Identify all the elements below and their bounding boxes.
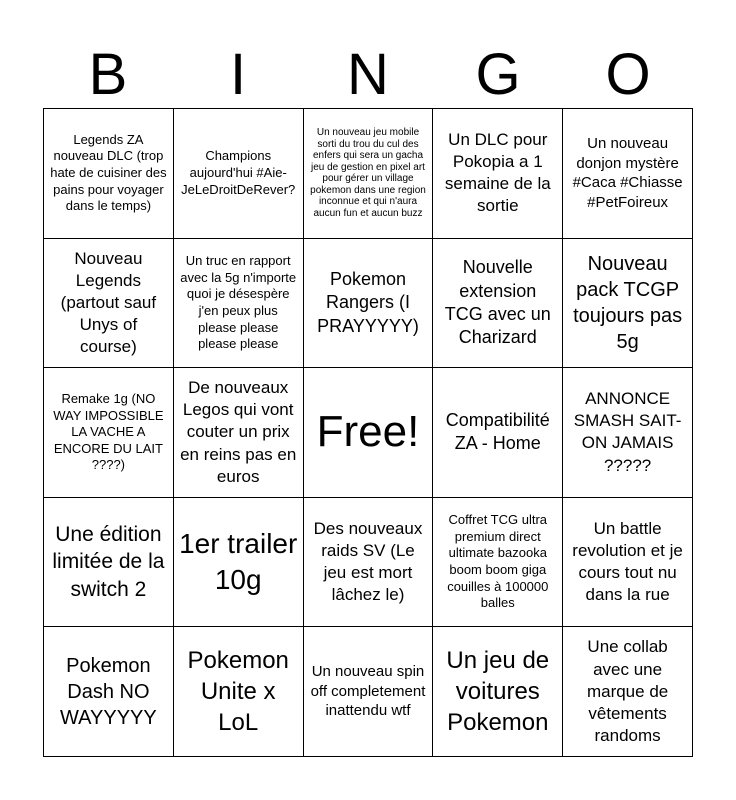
bingo-cell[interactable] xyxy=(433,498,563,628)
title-letter-o: O xyxy=(605,42,651,107)
cell-text: Un battle revolution et je cours tout nu dans la rue xyxy=(572,518,683,605)
bingo-cell[interactable] xyxy=(563,239,693,369)
bingo-cell[interactable] xyxy=(174,627,304,757)
title-letter-b: B xyxy=(88,42,128,107)
bingo-cell[interactable] xyxy=(433,109,563,239)
bingo-cell[interactable] xyxy=(304,627,434,757)
bingo-cell[interactable] xyxy=(563,498,693,628)
title-letter-i: I xyxy=(229,42,247,107)
cell-text: Nouveau pack TCGP toujours pas 5g xyxy=(573,252,683,353)
bingo-cell[interactable] xyxy=(304,109,434,239)
bingo-cell[interactable] xyxy=(433,368,563,498)
cell-text: Des nouveaux raids SV (Le jeu est mort lâchez le) xyxy=(313,518,423,605)
cell-text: Nouvelle extension TCG avec un Charizard xyxy=(444,257,551,348)
free-text: Free! xyxy=(316,407,420,457)
bingo-cell[interactable] xyxy=(44,109,174,239)
cell-text: Un nouveau jeu mobile sorti du trou du cul des enfers qui sera un gacha jeu de gestion en pixel art pour gérer un village pokemon dans une region inconnue et qui n'aura aucun fun et aucun buzz xyxy=(310,127,426,219)
bingo-cell[interactable] xyxy=(433,239,563,369)
cell-text: Coffret TCG ultra premium direct ultimate bazooka boom boom giga couilles à 100000 balles xyxy=(447,512,549,611)
bingo-cell[interactable] xyxy=(563,627,693,757)
cell-text: Remake 1g (NO WAY IMPOSSIBLE LA VACHE A ENCORE DU LAIT ????) xyxy=(53,390,164,473)
bingo-cell[interactable] xyxy=(433,627,563,757)
bingo-cell[interactable] xyxy=(44,627,174,757)
cell-text: Un truc en rapport avec la 5g n'importe quoi je désespère j'en peux plus please please please please xyxy=(180,253,297,352)
cell-text: ANNONCE SMASH SAIT-ON JAMAIS ????? xyxy=(573,389,682,475)
cell-text: Un nouveau donjon mystère #Caca #Chiasse #PetFoireux xyxy=(572,135,683,211)
cell-text: Nouveau Legends (partout sauf Unys of course) xyxy=(60,248,157,357)
cell-text: Une collab avec une marque de vêtements randoms xyxy=(586,637,669,745)
cell-text: Compatibilité ZA - Home xyxy=(445,410,550,454)
bingo-cell[interactable] xyxy=(44,498,174,628)
bingo-grid xyxy=(43,108,693,757)
cell-text: Pokemon Dash NO WAYYYYY xyxy=(60,654,157,729)
cell-text: Legends ZA nouveau DLC (trop hate de cuisiner des pains pour voyager dans le temps) xyxy=(50,131,167,214)
free-cell[interactable] xyxy=(304,368,434,498)
cell-text: Un nouveau spin off completement inattendu wtf xyxy=(310,663,426,720)
bingo-cell[interactable] xyxy=(174,368,304,498)
cell-text: Pokemon Unite x LoL xyxy=(187,646,289,737)
bingo-title xyxy=(43,40,693,110)
bingo-cell[interactable] xyxy=(174,498,304,628)
bingo-cell[interactable] xyxy=(174,239,304,369)
bingo-cell[interactable] xyxy=(174,109,304,239)
cell-text: Une édition limitée de la switch 2 xyxy=(52,523,165,601)
cell-text: Champions aujourd'hui #Aie-JeLeDroitDeRever? xyxy=(181,148,296,197)
bingo-cell[interactable] xyxy=(44,239,174,369)
bingo-cell[interactable] xyxy=(304,498,434,628)
bingo-cell[interactable] xyxy=(304,239,434,369)
cell-text: Un jeu de voitures Pokemon xyxy=(446,646,550,737)
cell-text: De nouveaux Legos qui vont couter un prix en reins pas en euros xyxy=(180,378,297,486)
bingo-cell[interactable] xyxy=(563,109,693,239)
cell-text: Un DLC pour Pokopia a 1 semaine de la sortie xyxy=(444,130,551,216)
cell-text: 1er trailer 10g xyxy=(179,527,298,596)
bingo-cell[interactable] xyxy=(44,368,174,498)
bingo-cell[interactable] xyxy=(563,368,693,498)
title-letter-g: G xyxy=(475,42,521,107)
title-letter-n: N xyxy=(347,42,389,107)
cell-text: Pokemon Rangers (I PRAYYYYY) xyxy=(317,268,419,336)
